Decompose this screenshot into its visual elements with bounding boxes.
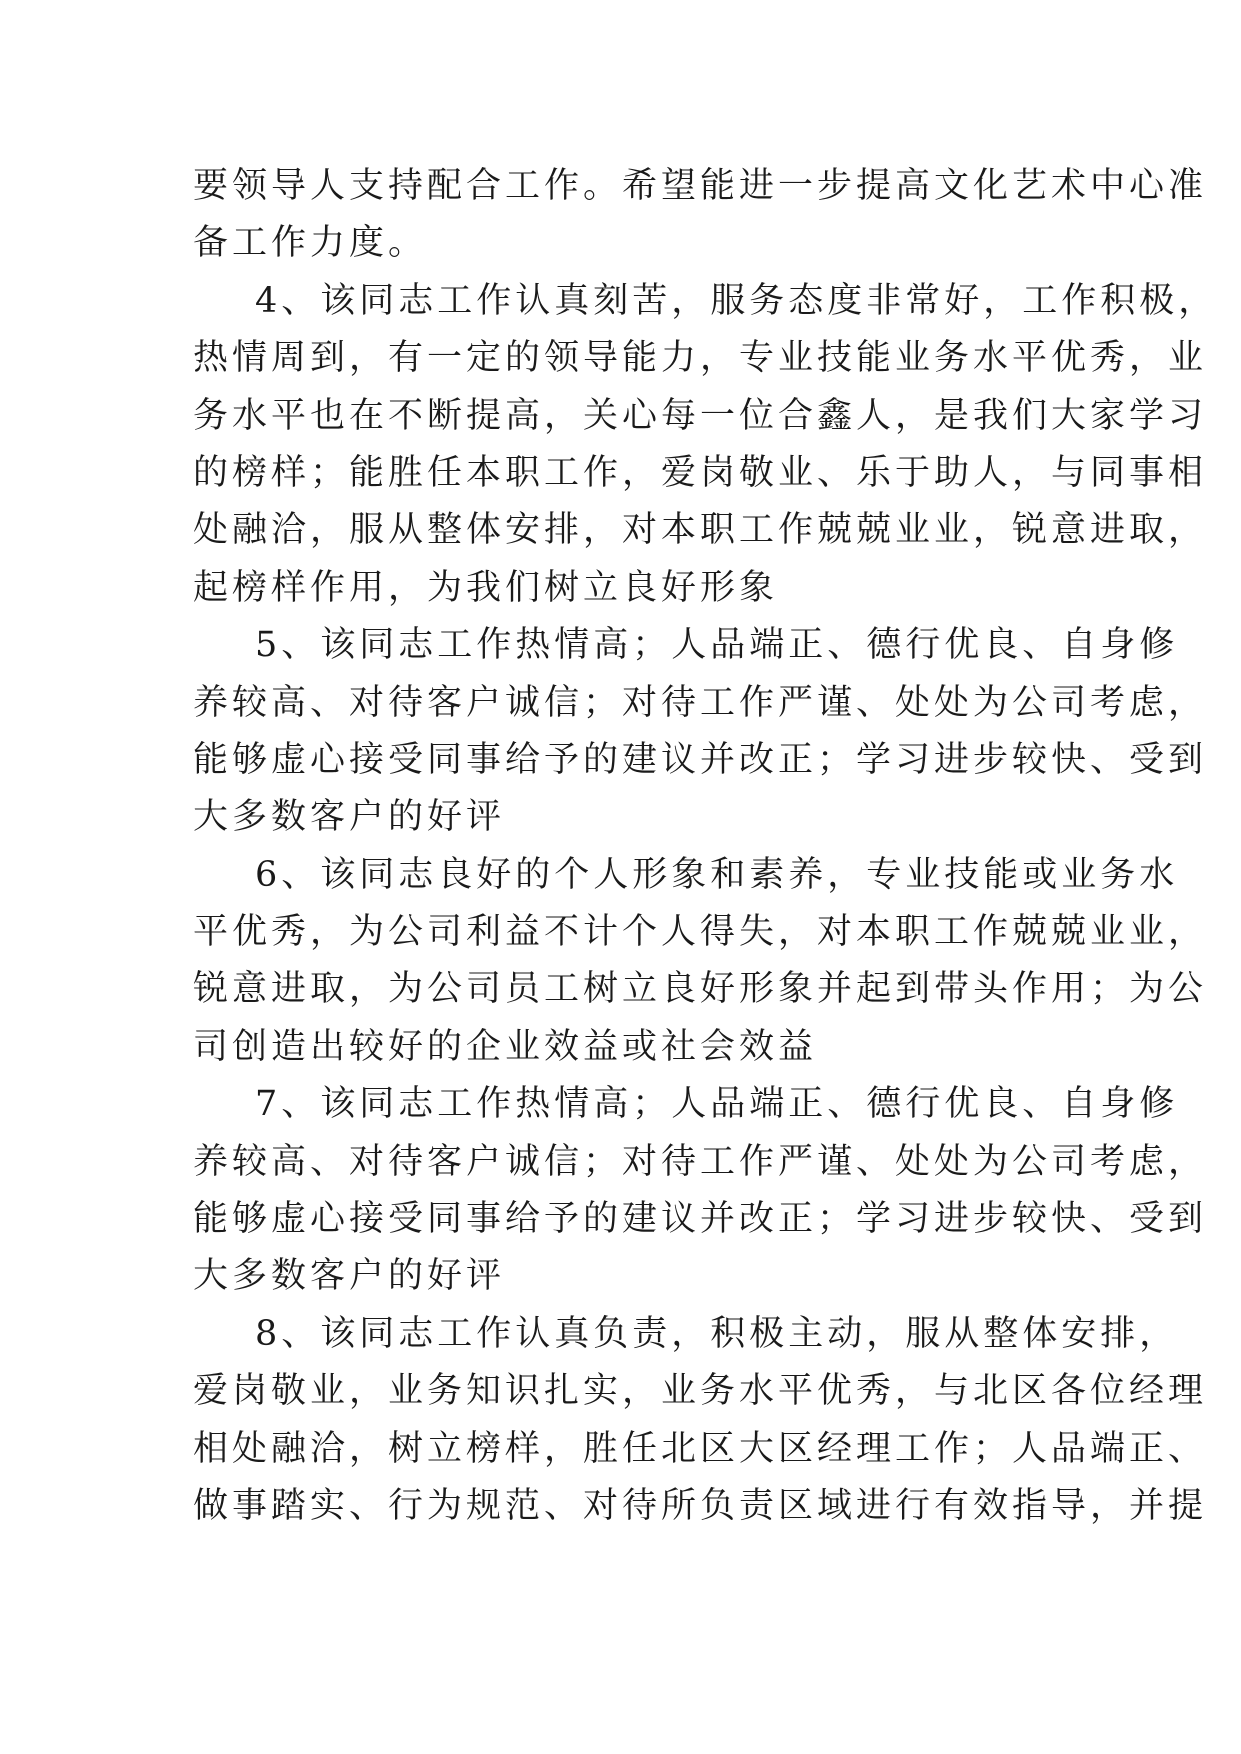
text-line: 大多数客户的好评 bbox=[193, 797, 506, 838]
paragraph-start-line: 7、该同志工作热情高；人品端正、德行优良、自身修 bbox=[255, 1084, 1179, 1125]
text-line: 做事踏实、行为规范、对待所负责区域进行有效指导，并提 bbox=[193, 1485, 1208, 1526]
document-body bbox=[193, 158, 1218, 1535]
paragraph-start-line: 4、该同志工作认真刻苦，服务态度非常好，工作积极， bbox=[255, 280, 1218, 321]
text-line: 大多数客户的好评 bbox=[193, 1256, 506, 1297]
text-line: 能够虚心接受同事给予的建议并改正；学习进步较快、受到 bbox=[193, 739, 1208, 780]
text-line: 养较高、对待客户诚信；对待工作严谨、处处为公司考虑， bbox=[193, 1141, 1208, 1182]
text-line: 能够虚心接受同事给予的建议并改正；学习进步较快、受到 bbox=[193, 1199, 1208, 1240]
text-line: 处融洽，服从整体安排，对本职工作兢兢业业，锐意进取， bbox=[193, 510, 1208, 551]
paragraph-start-line: 5、该同志工作热情高；人品端正、德行优良、自身修 bbox=[255, 625, 1179, 666]
text-line: 相处融洽，树立榜样，胜任北区大区经理工作；人品端正、 bbox=[193, 1428, 1208, 1469]
text-line: 锐意进取，为公司员工树立良好形象并起到带头作用；为公 bbox=[193, 969, 1208, 1010]
text-line: 务水平也在不断提高，关心每一位合鑫人，是我们大家学习 bbox=[193, 395, 1208, 436]
text-line: 备工作力度。 bbox=[193, 223, 428, 264]
text-line: 司创造出较好的企业效益或社会效益 bbox=[193, 1026, 818, 1067]
text-line: 要领导人支持配合工作。希望能进一步提高文化艺术中心准 bbox=[193, 166, 1208, 206]
paragraph-start-line: 8、该同志工作认真负责，积极主动，服从整体安排， bbox=[255, 1313, 1179, 1354]
text-line: 养较高、对待客户诚信；对待工作严谨、处处为公司考虑， bbox=[193, 682, 1208, 723]
text-line: 的榜样；能胜任本职工作，爱岗敬业、乐于助人，与同事相 bbox=[193, 452, 1208, 493]
paragraph-start-line: 6、该同志良好的个人形象和素养，专业技能或业务水 bbox=[255, 854, 1179, 895]
text-line: 起榜样作用，为我们树立良好形象 bbox=[193, 567, 779, 608]
text-line: 爱岗敬业，业务知识扎实，业务水平优秀，与北区各位经理 bbox=[193, 1371, 1208, 1412]
text-line: 平优秀，为公司利益不计个人得失，对本职工作兢兢业业， bbox=[193, 912, 1208, 953]
text-line: 热情周到，有一定的领导能力，专业技能业务水平优秀，业 bbox=[193, 338, 1208, 379]
